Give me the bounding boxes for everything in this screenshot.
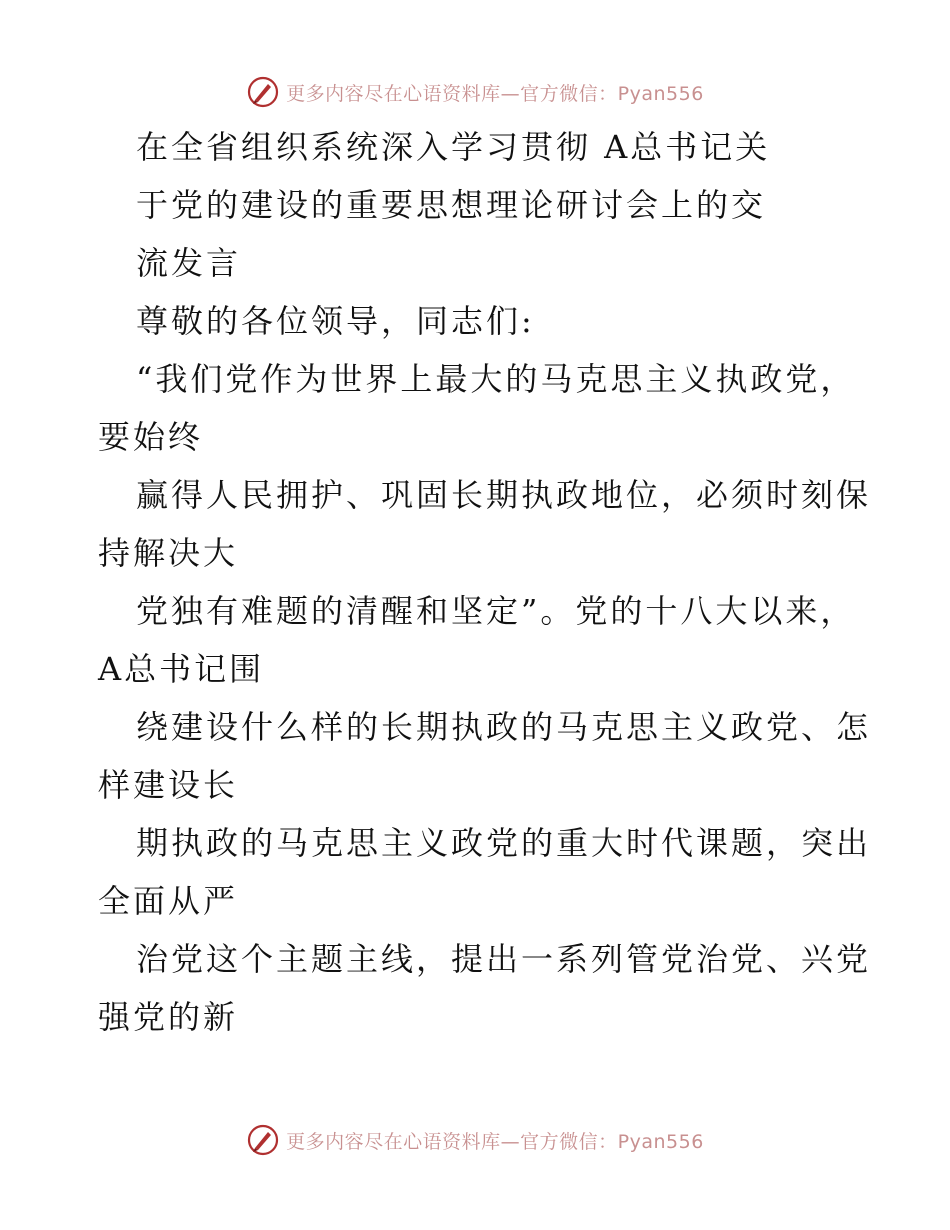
body-line: 要始终 — [98, 418, 204, 456]
body-line: 治党这个主题主线，提出一系列管党治党、兴党 — [136, 940, 872, 978]
body-line: 在全省组织系统深入学习贯彻 A总书记关 — [136, 128, 771, 166]
body-line: 党独有难题的清醒和坚定”。党的十八大以来， — [136, 592, 856, 630]
quill-pen-logo-icon — [246, 75, 280, 109]
header-text: 更多内容尽在心语资料库—官方微信：Pyan556 — [286, 82, 704, 105]
body-line: 流发言 — [136, 244, 242, 282]
body-line: 持解决大 — [98, 534, 239, 572]
body-line: 于党的建设的重要思想理论研讨会上的交 — [136, 186, 767, 224]
footer-banner — [0, 1120, 950, 1160]
body-line: 全面从严 — [98, 882, 239, 920]
body-line: 样建设长 — [98, 766, 239, 804]
document-body — [98, 118, 872, 1046]
body-line: “我们党作为世界上最大的马克思主义执政党， — [136, 360, 856, 398]
body-line: 尊敬的各位领导，同志们: — [136, 302, 535, 340]
body-line: 赢得人民拥护、巩固长期执政地位，必须时刻保 — [136, 476, 872, 514]
body-line: A总书记围 — [98, 650, 265, 688]
body-line: 强党的新 — [98, 998, 239, 1036]
footer-text: 更多内容尽在心语资料库—官方微信：Pyan556 — [286, 1130, 704, 1153]
quill-pen-logo-icon — [246, 1123, 280, 1157]
header-banner — [0, 72, 950, 112]
body-line: 绕建设什么样的长期执政的马克思主义政党、怎 — [136, 708, 872, 746]
body-line: 期执政的马克思主义政党的重大时代课题，突出 — [136, 824, 872, 862]
